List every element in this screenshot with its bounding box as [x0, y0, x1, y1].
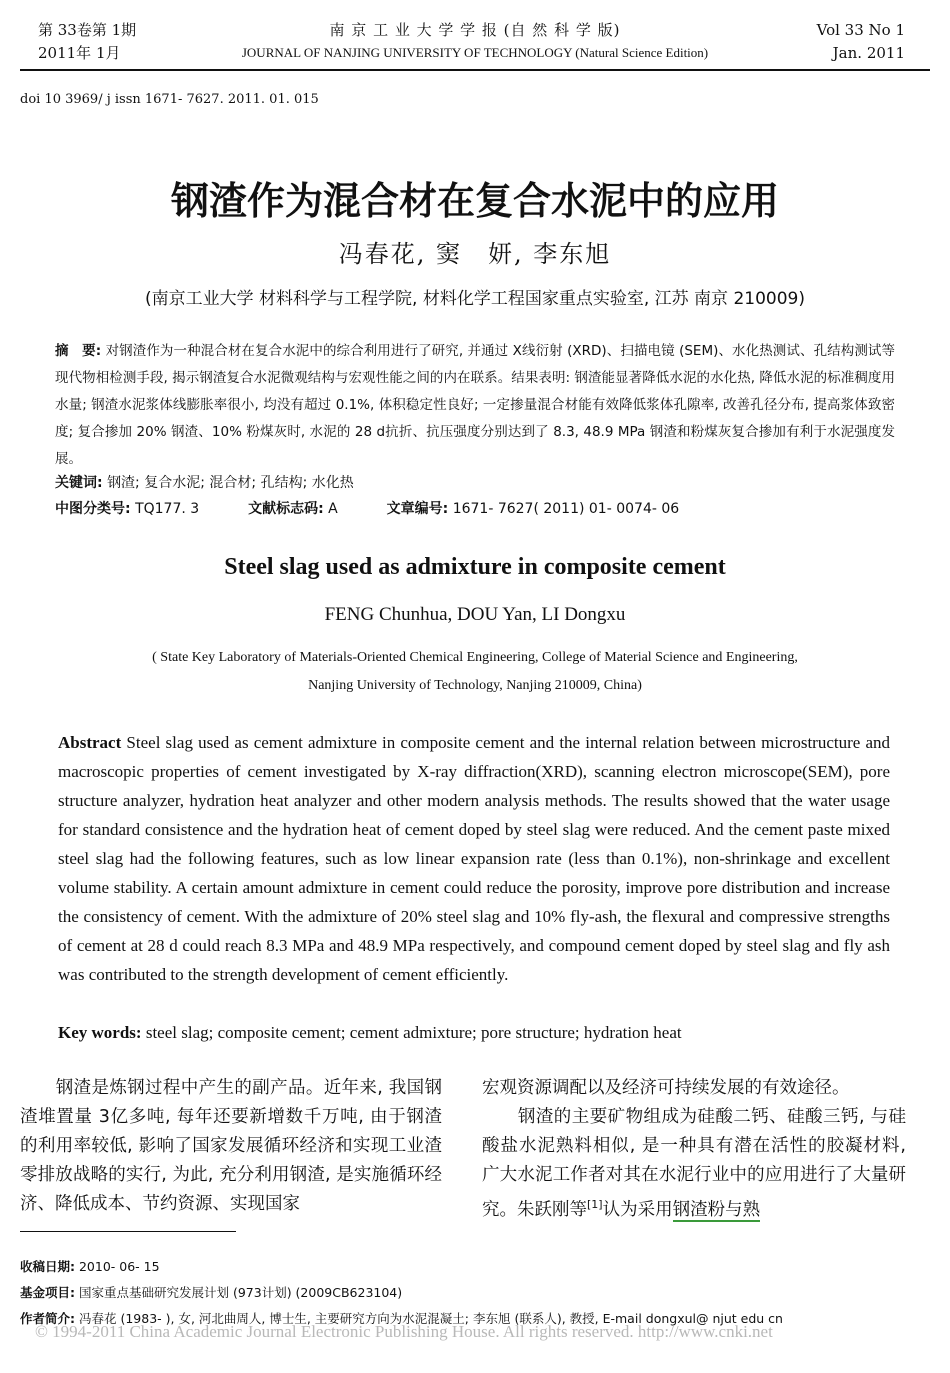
abstract-cn-text: 对钢渣作为一种混合材在复合水泥中的综合利用进行了研究, 并通过 X线衍射 (XRD)、扫描电镜 (SEM)、水化热测试、孔结构测试等现代物相检测手段, 揭示钢渣复合水泥微观结构与宏观性能之间的内在联系。结果表明: 钢渣能显著降低水泥的水化热, 降低水泥的标准稠度用水量; 钢渣水泥浆体线膨胀率很小, 均没有超过 0.1%, 体积稳定性良好; 一定掺量混合材能有效降低浆体孔隙率, 改善孔径分布, 提高浆体致密度; 复合掺加 20% 钢渣、10% 粉煤灰时, 水泥的 28 d抗折、抗压强度分别达到了 8.3, 48.9 MPa 钢渣和粉煤灰复合掺加有利于水泥强度发展。	[55, 343, 896, 467]
volume-issue: 第 33卷第 1期	[38, 21, 137, 39]
doc-code-value: A	[328, 501, 338, 517]
journal-name-en: JOURNAL OF NANJING UNIVERSITY OF TECHNOLOGY (Natural Science Edition)	[241, 45, 709, 60]
paper-title-cn: 钢渣作为混合材在复合水泥中的应用	[170, 179, 779, 223]
abstract-cn	[55, 338, 895, 473]
footnote-received	[20, 1257, 160, 1275]
affiliation-en-line2: Nanjing University of Technology, Nanjing 210009, China)	[308, 678, 642, 693]
abstract-en-label: Abstract	[58, 733, 122, 752]
fund-label: 基金项目:	[20, 1285, 75, 1300]
keywords-en-label: Key words:	[58, 1023, 142, 1042]
footnote-fund	[20, 1283, 402, 1301]
body-right-text: 钢渣的主要矿物组成为硅酸二钙、硅酸三钙, 与硅酸盐水泥熟料相似, 是一种具有潜在活性的胶凝材料, 广大水泥工作者对其在水泥行业中的应用进行了大量研究。朱跃刚等	[482, 1107, 906, 1220]
volume-issue-en: Vol 33 No 1	[816, 21, 905, 39]
citation-ref: [1]	[587, 1198, 603, 1211]
keywords-en-text: steel slag; composite cement; cement admixture; pore structure; hydration heat	[145, 1023, 682, 1042]
abstract-cn-label: 摘 要:	[55, 343, 102, 359]
abstract-en	[58, 728, 890, 989]
classification-row	[55, 498, 895, 518]
affiliation-en	[0, 644, 950, 700]
authors-cn: 冯春花, 窦 妍, 李东旭	[338, 240, 612, 268]
article-no-value: 1671- 7627( 2011) 01- 0074- 06	[452, 501, 680, 517]
publication-date: 2011年 1月	[38, 44, 121, 62]
article-no-label: 文章编号:	[386, 501, 449, 517]
bio-label: 作者简介:	[20, 1311, 75, 1326]
publication-date-en: Jan. 2011	[832, 44, 905, 62]
footnote-rule	[20, 1231, 236, 1232]
affiliation-cn: (南京工业大学 材料科学与工程学院, 材料化学工程国家重点实验室, 江苏 南京 210009)	[145, 289, 805, 309]
clc-label: 中图分类号:	[55, 501, 131, 517]
body-right-line: 宏观资源调配以及经济可持续发展的有效途径。	[482, 1078, 850, 1098]
affiliation-en-line1: ( State Key Laboratory of Materials-Oriented Chemical Engineering, College of Material Science and Engineering,	[152, 650, 798, 665]
keywords-cn-text: 钢渣; 复合水泥; 混合材; 孔结构; 水化热	[107, 475, 354, 491]
doi: doi 10 3969/ j issn 1671- 7627. 2011. 01. 015	[20, 92, 319, 107]
body-left-column: 钢渣是炼钢过程中产生的副产品。近年来, 我国钢渣堆置量 3亿多吨, 每年还要新增数千万吨, 由于钢渣的利用率较低, 影响了国家发展循环经济和实现工业渣零排放战略的实行, 为此, 充分利用钢渣, 是实施循环经济、降低成本、节约资源、实现国家	[20, 1078, 442, 1214]
bio-text: 冯春花 (1983- ), 女, 河北曲周人, 博士生, 主要研究方向为水泥混凝土; 李东旭 (联系人), 教授, E-mail dongxul@ njut edu cn	[78, 1311, 783, 1326]
paper-title-en: Steel slag used as admixture in composite cement	[224, 554, 726, 580]
body-right-paragraph	[482, 1103, 906, 1225]
doc-code-label: 文献标志码:	[248, 501, 324, 517]
clc-value: TQ177. 3	[135, 501, 200, 517]
body-right-column	[482, 1074, 906, 1225]
body-right-text-cont: 认为采用	[602, 1199, 673, 1220]
journal-name-cn: 南 京 工 业 大 学 学 报 (自 然 科 学 版)	[329, 21, 621, 39]
header-rule	[20, 69, 930, 71]
keywords-cn-label: 关键词:	[55, 475, 103, 491]
authors-en: FENG Chunhua, DOU Yan, LI Dongxu	[324, 604, 626, 625]
keywords-cn	[55, 472, 354, 492]
fund-text: 国家重点基础研究发展计划 (973计划) (2009CB623104)	[78, 1285, 403, 1300]
cnki-watermark: © 1994-2011 China Academic Journal Electronic Publishing House. All rights reserved. http://www.cnki.net	[35, 1322, 773, 1341]
abstract-en-text: Steel slag used as cement admixture in composite cement and the internal relation between microstructure and macroscopic properties of cement investigated by X-ray diffraction(XRD), scanning electron microscope(SEM), pore structure analyzer, hydration heat analyzer and other modern analysis methods. The results showed that the water usage for standard consistence and the hydration heat of cement doped by steel slag were reduced. And the cement paste mixed steel slag had the following features, such as low linear expansion rate (less than 0.1%), non-shrinkage and excellent volume stability. A certain amount admixture in cement could reduce the porosity, improve pore distribution and increase the consistency of cement. With the admixture of 20% steel slag and 10% fly-ash, the flexural and compressive strengths of cement at 28 d could reach 8.3 MPa and 48.9 MPa respectively, and compound cement doped by steel slag and fly ash was contributed to the strength development of cement efficiently.	[58, 733, 890, 984]
received-label: 收稿日期:	[20, 1259, 75, 1274]
keywords-en	[58, 1018, 890, 1047]
highlighted-text: 钢渣粉与熟	[672, 1199, 761, 1220]
received-date: 2010- 06- 15	[78, 1259, 160, 1274]
